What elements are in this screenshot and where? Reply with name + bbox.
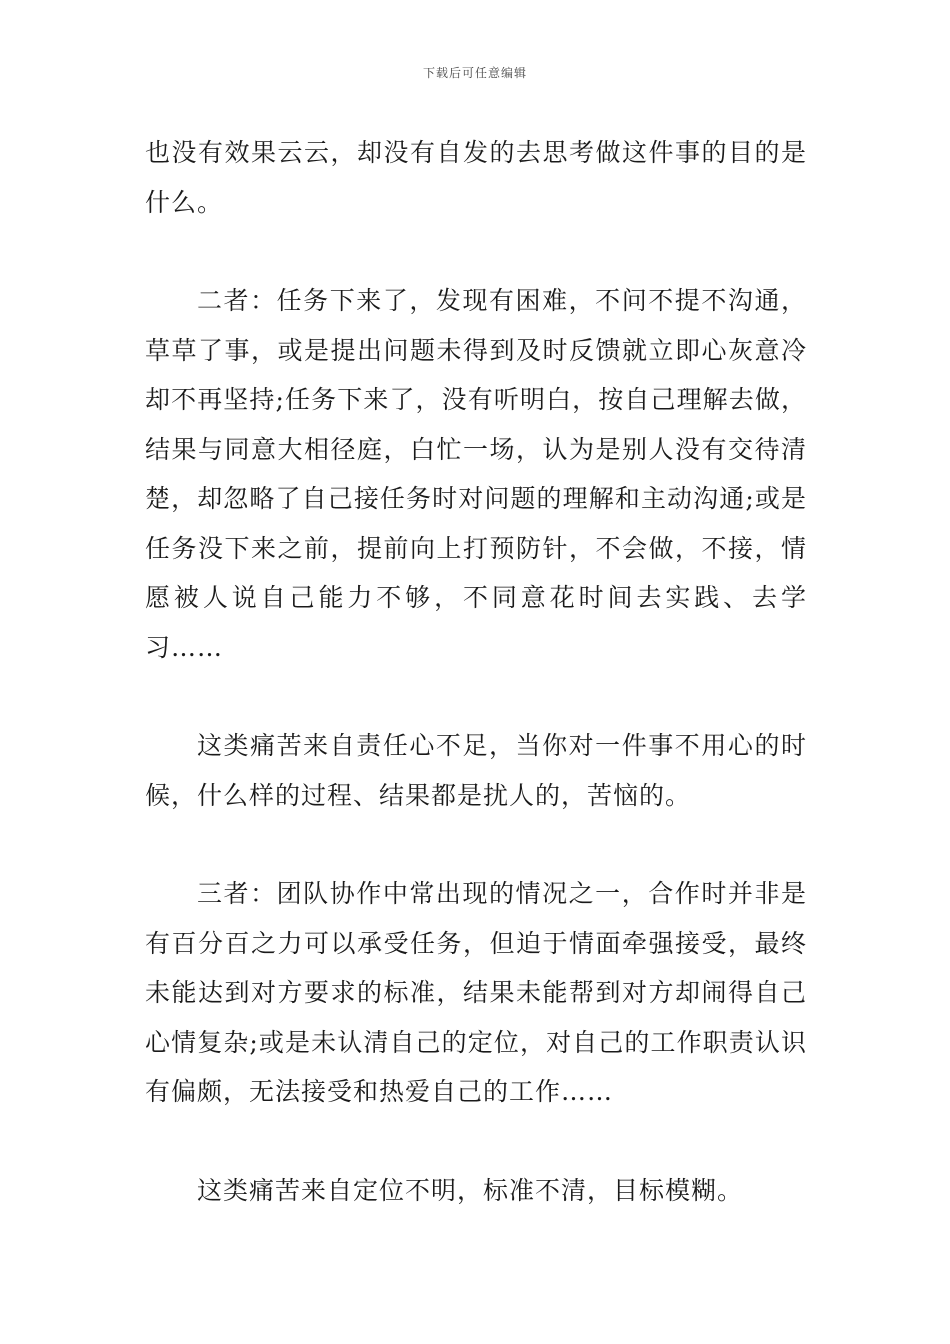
page-header: 下载后可任意编辑 <box>422 66 527 80</box>
paragraph-gap <box>145 820 807 869</box>
paragraph-gap <box>145 227 807 276</box>
paragraph-1: 也没有效果云云，却没有自发的去思考做这件事的目的是什么。 <box>145 138 807 217</box>
paragraph-gap <box>145 1117 807 1166</box>
paragraph-gap <box>145 672 807 721</box>
paragraph-3: 这类痛苦来自责任心不足，当你对一件事不用心的时候，什么样的过程、结果都是扰人的，苦恼的。 <box>145 731 807 810</box>
paragraph-4: 三者：团队协作中常出现的情况之一，合作时并非是有百分百之力可以承受任务，但迫于情面牵强接受，最终未能达到对方要求的标准，结果未能帮到对方却闹得自己心情复杂;或是未认清自己的定位，对自己的工作职责认识有偏颇，无法接受和热爱自己的工作…… <box>145 879 807 1106</box>
paragraph-5: 这类痛苦来自定位不明，标准不清，目标模糊。 <box>197 1175 744 1205</box>
document-body <box>145 128 807 1215</box>
paragraph-2: 二者：任务下来了，发现有困难，不问不提不沟通，草草了事，或是提出问题未得到及时反馈就立即心灰意冷却不再坚持;任务下来了，没有听明白，按自己理解去做，结果与同意大相径庭，白忙一场，认为是别人没有交待清楚，却忽略了自己接任务时对问题的理解和主动沟通;或是任务没下来之前，提前向上打预防针，不会做，不接，情愿被人说自己能力不够，不同意花时间去实践、去学习…… <box>145 286 807 662</box>
